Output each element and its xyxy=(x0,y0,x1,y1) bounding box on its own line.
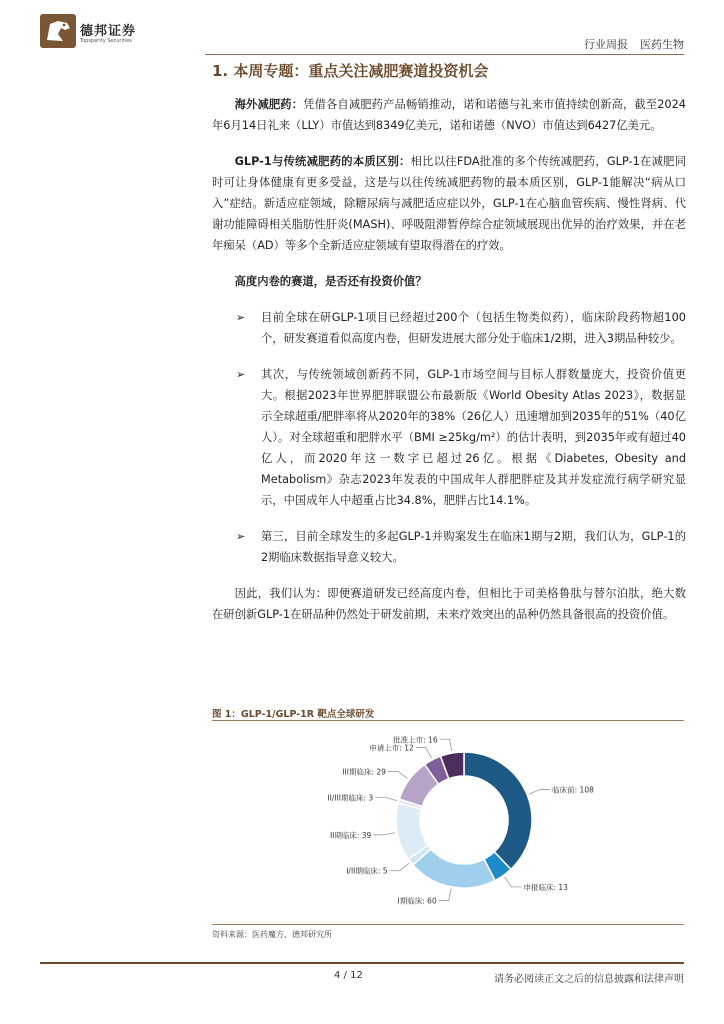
donut-data-label: I期临床: 60 xyxy=(397,896,437,906)
page-number: 4 / 12 xyxy=(334,970,363,981)
figure-title: 图 1：GLP-1/GLP-1R 靶点全球研发 xyxy=(212,709,375,720)
company-name: 德邦证券 xyxy=(80,24,137,39)
company-name-en: Topsperity Securities xyxy=(80,38,132,44)
leader-line xyxy=(390,863,409,870)
donut-data-label: I/II期临床: 5 xyxy=(346,866,388,876)
donut-data-label: 申报临床: 13 xyxy=(523,882,568,892)
donut-data-label: II/III期临床: 3 xyxy=(327,793,374,803)
paragraph-overseas xyxy=(212,94,686,136)
header-right xyxy=(584,36,684,52)
bullet-text: 目前全球在研GLP-1项目已经超过200个（包括生物类似药），临床阶段药物超100个，研发赛道看似高度内卷，但研发进展大部分处于临床1/2期，进入3期品种较少。 xyxy=(261,311,686,345)
leader-line xyxy=(416,747,432,758)
bullet-item xyxy=(212,526,686,568)
arrow-bullet-icon: ➢ xyxy=(236,530,246,543)
paragraph-text: 凭借各自减肥药产品畅销推动，诺和诺德与礼来市值持续创新高，截至2024年6月14日礼来（LLY）市值达到8349亿美元，诺和诺德（NVO）市值达到6427亿美元。 xyxy=(212,98,686,132)
donut-slice xyxy=(464,752,532,869)
bullet-text: 第三，目前全球发生的多起GLP-1并购案发生在临床1期与2期，我们认为，GLP-1的2期临床数据指导意义较大。 xyxy=(261,530,686,564)
report-type: 行业周报 xyxy=(584,38,628,51)
donut-data-label: 申请上市: 12 xyxy=(369,743,414,753)
arrow-bullet-icon: ➢ xyxy=(236,311,246,324)
leader-line xyxy=(373,833,395,835)
disclaimer: 请务必阅读正文之后的信息披露和法律声明 xyxy=(494,974,684,985)
subheading: 高度内卷的赛道，是否还有投资价值？ xyxy=(234,275,427,288)
main-content xyxy=(212,60,686,625)
section-title: 1. 本周专题：重点关注减肥赛道投资机会 xyxy=(212,62,489,80)
donut-data-label: II期临床: 39 xyxy=(329,830,372,840)
paragraph-text: 相比以往FDA批准的多个传统减肥药，GLP-1在减肥同时可让身体健康有更多受益，这是与以往传统减肥药物的最本质区别，GLP-1能解决“病从口入”症结。新适应症领域，除糖尿病与减肥适应症以外，GLP-1在心脑血管疾病、慢性肾病、代谢功能障碍相关脂肪性肝炎(MASH)、呼吸阻滞暂停综合症领域展现出优异的治疗效果，并在老年痴呆（AD）等多个全新适应症领域有望取得潜在的疗效。 xyxy=(212,155,686,252)
paragraph-lead: 海外减肥药： xyxy=(234,98,304,111)
header-divider xyxy=(205,54,684,55)
leader-line xyxy=(529,790,550,794)
company-logo-icon xyxy=(40,14,76,48)
footer-divider xyxy=(40,962,684,964)
paragraph-lead: GLP-1与传统减肥药的本质区别： xyxy=(234,155,411,168)
leader-line xyxy=(440,739,452,751)
figure-divider xyxy=(212,720,684,721)
sector-label: 医药生物 xyxy=(640,38,684,51)
leader-line xyxy=(439,889,451,901)
arrow-bullet-icon: ➢ xyxy=(236,368,246,381)
leader-line xyxy=(388,771,408,778)
paragraph-conclusion: 因此，我们认为：即便赛道研发已经高度内卷，但相比于司美格鲁肽与替尔泊肽，绝大数在研创新GLP-1在研品种仍然处于研发前期，未来疗效突出的品种仍然具备很高的投资价值。 xyxy=(212,587,686,621)
bullet-text: 其次，与传统领域创新药不同，GLP-1市场空间与目标人群数量庞大，投资价值更大。根据2023年世界肥胖联盟公布最新版《World Obesity Atlas 2023》，数据显示全球超重/肥胖率将从2020年的38%（26亿人）迅速增加到2035年的51%（40亿人）。对全球超重和肥胖水平（BMI ≥25kg/m²）的估计表明，到2035年或有超过40亿人，而2020年这一数字已超过26亿。根据《Diabetes, Obesity and Metabolism》杂志2023年发表的中国成年人群肥胖症及其并发症流行病学研究显示，中国成年人中超重占比34.8%，肥胖占比14.1%。 xyxy=(261,368,686,507)
source-divider xyxy=(212,924,684,925)
donut-data-label: 批准上市: 16 xyxy=(393,735,438,745)
bullet-item xyxy=(212,307,686,349)
page-header xyxy=(0,0,724,62)
bullet-item xyxy=(212,364,686,511)
donut-data-label: III期临床: 29 xyxy=(342,767,386,777)
paragraph-glp1-difference xyxy=(212,151,686,256)
source-note: 资料来源：医药魔方、德邦研究所 xyxy=(212,930,332,939)
leader-line xyxy=(505,877,522,887)
donut-chart xyxy=(212,724,684,924)
leader-line xyxy=(375,797,397,800)
donut-data-label: 临床前: 108 xyxy=(552,785,594,795)
donut-slices xyxy=(396,752,532,888)
